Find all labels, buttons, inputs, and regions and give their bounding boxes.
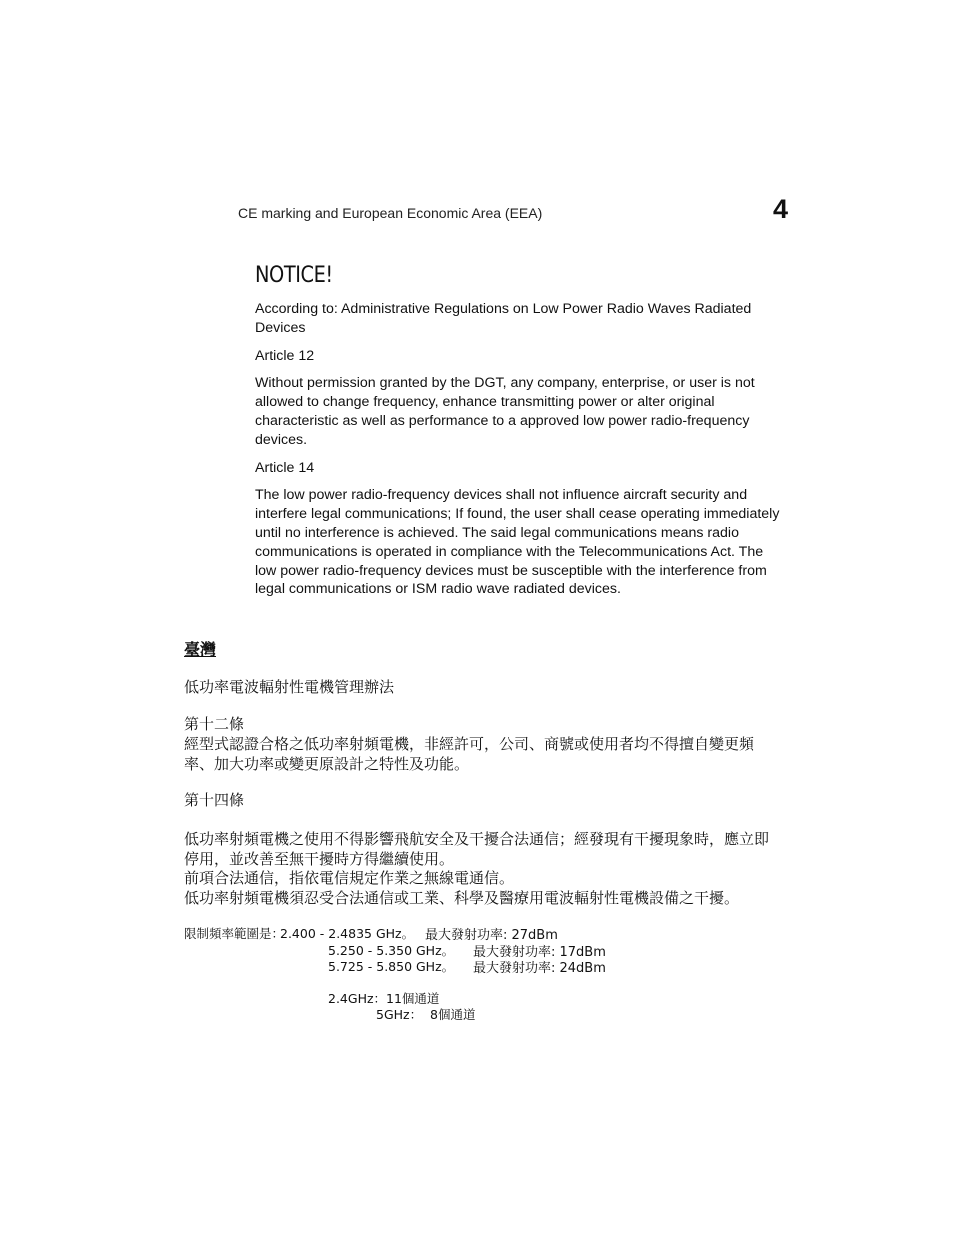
notice-paragraph-article14-heading: Article 14 (255, 459, 315, 476)
taiwan-article14-body (184, 830, 769, 908)
running-header: CE marking and European Economic Area (EEA) (238, 205, 543, 221)
max-power: 最大發射功率: 27dBm (425, 928, 558, 943)
frequency-range: 5.725 - 5.850 GHz。 (328, 959, 455, 974)
channel-count-24ghz: 2.4GHz：11個通道 (328, 991, 440, 1006)
notice-title: NOTICE! (255, 263, 333, 288)
frequency-label: 限制頻率範圍是： (184, 926, 285, 941)
chapter-number: 4 (773, 194, 789, 224)
taiwan-title: 臺灣 (184, 640, 217, 659)
channel-count-5ghz: 5GHz： 8個通道 (376, 1007, 476, 1022)
taiwan-law-name: 低功率電波輻射性電機管理辦法 (184, 678, 395, 696)
taiwan-article12-line: 經型式認證合格之低功率射頻電機，非經許可，公司、商號或使用者均不得擅自變更頻 (184, 735, 755, 753)
notice-paragraph-article14-body: The low power radio-frequency devices shall not influence aircraft security and interfere legal communications; If found, the user shall cease operating immediately until no interference is achieved. The said legal communications means radio communications is operated in compliance with the Telecommunications Act. The low power radio-frequency devices must be susceptible with the interference from legal communications or ISM radio wave radiated devices. (255, 487, 780, 598)
taiwan-article14-line: 停用，並改善至無干擾時方得繼續使用。 (184, 849, 455, 868)
notice-paragraph-article12-body: Without permission granted by the DGT, any company, enterprise, or user is not allowed to change frequency, enhance transmitting power or alter original characteristic as well as performance to a approved low power radio-frequency devices. (255, 375, 755, 448)
frequency-range: 2.400 - 2.4835 GHz。 (280, 926, 415, 941)
taiwan-article14-line: 前項合法通信，指依電信規定作業之無線電通信。 (184, 869, 515, 887)
taiwan-article12-body (184, 735, 754, 774)
frequency-range: 5.250 - 5.350 GHz。 (328, 943, 455, 958)
taiwan-article12-line: 率、加大功率或變更原設計之特性及功能。 (184, 754, 470, 773)
notice-paragraph-article12-heading: Article 12 (255, 347, 315, 364)
taiwan-article14-line: 低功率射頻電機之使用不得影響飛航安全及干擾合法通信；經發現有干擾現象時，應立即 (184, 830, 770, 848)
max-power: 最大發射功率: 17dBm (473, 945, 606, 960)
max-power: 最大發射功率: 24dBm (473, 961, 606, 976)
taiwan-article12-heading: 第十二條 (184, 715, 245, 733)
notice-paragraph-regulation: According to: Administrative Regulations on Low Power Radio Waves Radiated Devices (255, 301, 752, 336)
taiwan-article14-heading: 第十四條 (184, 791, 245, 809)
taiwan-article14-line: 低功率射頻電機須忍受合法通信或工業、科學及醫療用電波輻射性電機設備之干擾。 (184, 888, 740, 907)
notice-section (255, 263, 780, 608)
